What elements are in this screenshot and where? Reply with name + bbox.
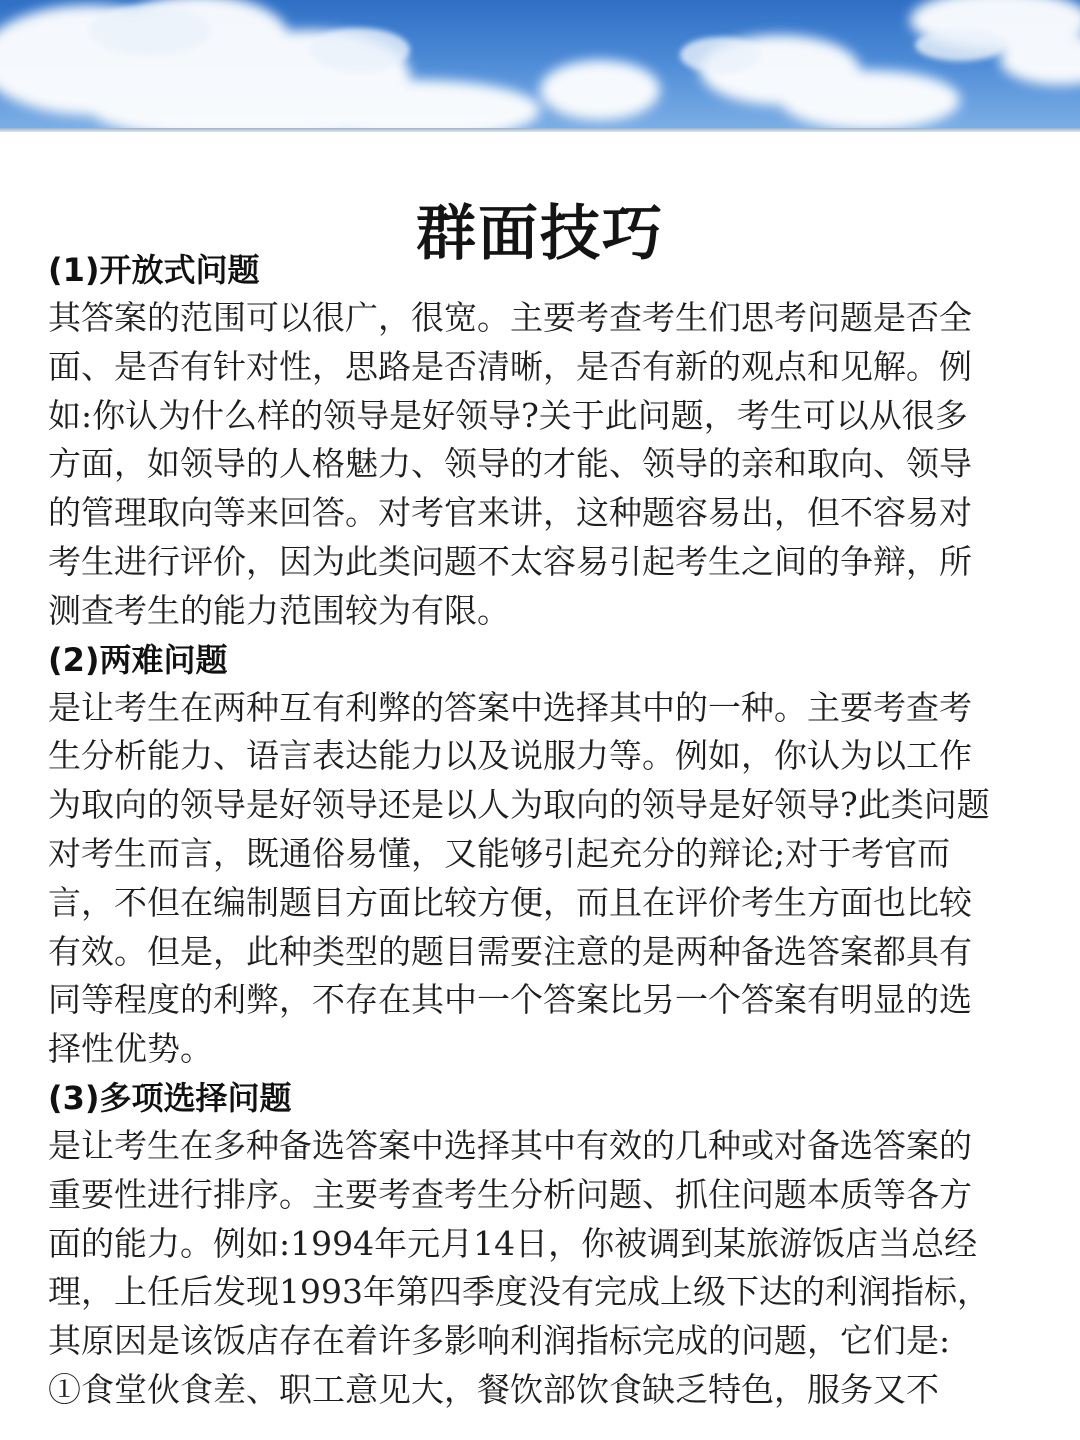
paragraph-line: 重要性进行排序。主要考查考生分析问题、抓住问题本质等各方	[48, 1174, 972, 1214]
paragraph-line: 是让考生在两种互有利弊的答案中选择其中的一种。主要考查考	[48, 687, 972, 727]
paragraph-line: 如:你认为什么样的领导是好领导?关于此问题，考生可以从很多	[48, 395, 968, 435]
section-heading: (1)开放式问题	[48, 251, 260, 289]
section-dilemma-questions	[48, 636, 1038, 1074]
paragraph-line: 测查考生的能力范围较为有限。	[48, 590, 510, 630]
paragraph-line: 择性优势。	[48, 1029, 213, 1069]
paragraph-line: 有效。但是，此种类型的题目需要注意的是两种备选答案都具有	[48, 931, 972, 971]
page-title: 群面技巧	[416, 199, 664, 270]
paragraph-line: 同等程度的利弊，不存在其中一个答案比另一个答案有明显的选	[48, 980, 972, 1020]
paragraph-line: 其原因是该饭店存在着许多影响利润指标完成的问题，它们是:	[48, 1321, 951, 1361]
paragraph-line: 理，上任后发现1993年第四季度没有完成上级下达的利润指标，	[48, 1272, 990, 1312]
paragraph-line: 为取向的领导是好领导还是以人为取向的领导是好领导?此类问题	[48, 785, 990, 825]
section-heading: (2)两难问题	[48, 640, 228, 679]
paragraph-line: 面的能力。例如:1994年元月14日，你被调到某旅游饭店当总经	[48, 1223, 978, 1263]
section-multiple-choice-questions	[48, 1074, 1038, 1415]
paragraph-line: ①食堂伙食差、职工意见大，餐饮部饮食缺乏特色，服务又不	[48, 1369, 939, 1409]
section-heading: (3)多项选择问题	[48, 1078, 292, 1117]
banner-divider	[0, 128, 1080, 132]
paragraph-line: 面、是否有针对性，思路是否清晰，是否有新的观点和见解。例	[48, 346, 972, 386]
paragraph-line: 考生进行评价，因为此类问题不太容易引起考生之间的争辩，所	[48, 541, 972, 581]
paragraph-line: 言，不但在编制题目方面比较方便，而且在评价考生方面也比较	[48, 882, 972, 922]
paragraph-line: 其答案的范围可以很广，很宽。主要考查考生们思考问题是否全	[48, 298, 972, 337]
paragraph-line: 对考生而言，既通俗易懂，又能够引起充分的辩论;对于考官而	[48, 833, 951, 873]
paragraph-line: 的管理取向等来回答。对考官来讲，这种题容易出，但不容易对	[48, 493, 972, 533]
sky-banner-image	[0, 0, 1080, 132]
article-body	[48, 246, 1038, 1415]
paragraph-line: 生分析能力、语言表达能力以及说服力等。例如，你认为以工作	[48, 736, 972, 776]
paragraph-line: 是让考生在多种备选答案中选择其中有效的几种或对备选答案的	[48, 1125, 972, 1165]
paragraph-line: 方面，如领导的人格魅力、领导的才能、领导的亲和取向、领导	[48, 444, 972, 484]
section-open-questions	[48, 246, 1038, 636]
